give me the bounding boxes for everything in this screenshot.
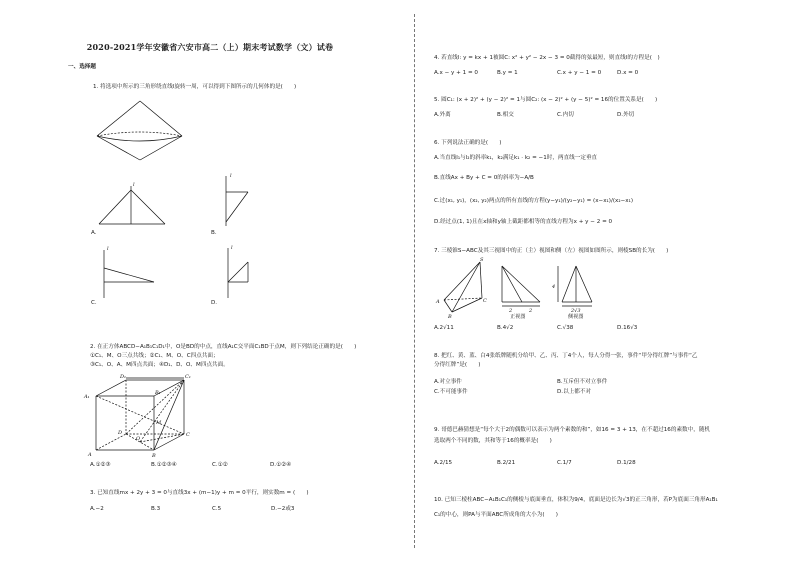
q2-label-b: B (152, 453, 156, 459)
q5-option-b[interactable]: B.相交 (497, 112, 514, 118)
q4-option-a[interactable]: A.x − y + 1 = 0 (434, 70, 478, 76)
q7-front-view-caption: 正视图 (510, 314, 526, 320)
q1-axis-label-c: l (107, 246, 109, 252)
section-heading: 一、选择题 (68, 64, 96, 70)
q6-option-b[interactable]: B.直线Ax + By + C = 0的斜率为−A/B (434, 175, 534, 181)
q2-label-c: C (186, 432, 190, 438)
q2-label-o: O (136, 436, 141, 442)
q7-pyramid-figure (436, 257, 500, 320)
q1-axis-label-d: l (231, 245, 233, 251)
q6-option-d[interactable]: D.经过点(1, 1)且在x轴和y轴上截距都相等的直线方程为x + y − 2 = 0 (434, 219, 613, 225)
q3-option-d[interactable]: D.−2或3 (271, 506, 295, 512)
q7-label-front-2a: 2 (509, 308, 513, 314)
exam-title: 2020-2021学年安徽省六安市高二（上）期末考试数学（文）试卷 (86, 42, 334, 52)
q2-option-d[interactable]: D.①②④ (270, 462, 292, 468)
q7-option-d[interactable]: D.16√3 (617, 325, 638, 331)
q10-stem-line1: 10. 已知三棱柱ABC−A₁B₁C₁的侧棱与底面垂直，体积为9/4，底面是边长为√3的正三角形，若P为底面三角形A₁B₁ (434, 497, 718, 503)
q7-option-c[interactable]: C.√38 (557, 325, 574, 331)
q2-option-b[interactable]: B.①②③④ (151, 462, 177, 468)
q3-option-a[interactable]: A.−2 (90, 506, 104, 512)
q1-solid-figure (96, 100, 186, 162)
q8-option-c[interactable]: C.不可能事件 (434, 389, 468, 395)
q7-label-a: A (436, 299, 440, 305)
q6-option-a[interactable]: A.当直线l₁与l₂的斜率k₁，k₂满足k₁ · k₂ = −1时，两直线一定垂直 (434, 155, 598, 161)
q4-option-d[interactable]: D.x = 0 (617, 70, 639, 76)
q1-option-b-figure (218, 172, 258, 228)
q2-option-c[interactable]: C.①② (212, 462, 228, 468)
q7-option-a[interactable]: A.2√11 (434, 325, 454, 331)
q7-front-view (496, 264, 546, 320)
q5-option-a[interactable]: A.外离 (434, 112, 451, 118)
q4-option-c[interactable]: C.x + y − 1 = 0 (557, 70, 602, 76)
q1-option-a-figure (97, 180, 167, 226)
q1-option-a[interactable]: A. (91, 230, 97, 236)
q7-stem: 7. 三棱锥S−ABC及其三视图中的正（主）视图和侧（左）视图如图所示，则棱SB的长为( ) (434, 248, 669, 254)
q9-option-b[interactable]: B.2/21 (497, 460, 516, 466)
q3-stem: 3. 已知直线mx + 2y + 3 = 0与直线3x + (m−1)y + m = 0平行，则实数m = ( ) (90, 490, 309, 496)
q1-option-d-figure (220, 244, 260, 300)
q2-label-a: A (88, 452, 92, 458)
q1-option-d[interactable]: D. (211, 300, 218, 306)
q8-option-d[interactable]: D.以上都不对 (557, 389, 592, 395)
q7-side-view (552, 264, 606, 320)
q7-label-b: B (448, 314, 452, 320)
q9-stem-line1: 9. 哥德巴赫猜想是“每个大于2的偶数可以表示为两个素数的和”，如16 = 3 + 13，在不超过16的素数中，随机 (434, 427, 711, 433)
q9-option-c[interactable]: C.1/7 (557, 460, 572, 466)
q5-option-d[interactable]: D.外切 (617, 112, 635, 118)
q2-label-d: D (118, 430, 123, 436)
q2-stem: 2. 在正方体ABCD−A₁B₁C₁D₁中，O是BD的中点，直线A₁C交平面C₁BD于点M，则下列结论正确的是( ) (90, 344, 357, 350)
q9-stem-line2: 选取两个不同的数，其和等于16的概率是( ) (434, 438, 552, 444)
q10-stem-line2: C₁的中心，则PA与平面ABC所成角的大小为( ) (434, 512, 558, 518)
q7-option-b[interactable]: B.4√2 (497, 325, 514, 331)
q5-option-c[interactable]: C.内切 (557, 112, 574, 118)
q2-option-a[interactable]: A.①②③ (90, 462, 111, 468)
column-divider (414, 14, 415, 548)
q1-option-b[interactable]: B. (211, 230, 217, 236)
q2-statement-3-4: ③C₁、O、A、M四点共面；④D₁、D、O、M四点共面。 (90, 362, 229, 368)
q7-label-height: 4 (552, 284, 556, 290)
q4-stem: 4. 若直线l: y = kx + 1被圆C: x² + y² − 2x − 3 = 0截得的弦最短，则直线l的方程是( ) (434, 55, 660, 61)
q4-option-b[interactable]: B.y = 1 (497, 70, 518, 76)
q8-option-a[interactable]: A.对立事件 (434, 379, 462, 385)
q7-label-s: S (480, 257, 484, 263)
q2-label-b1: B₁ (155, 390, 161, 396)
q8-stem-line2: 分得红牌”是( ) (434, 362, 481, 368)
q5-stem: 5. 圆C₁: (x + 2)² + (y − 2)² = 1与圆C₂: (x − 2)² + (y − 5)² = 16的位置关系是( ) (434, 97, 658, 103)
q7-label-side-width: 2√3 (571, 308, 581, 314)
q3-option-c[interactable]: C.5 (212, 506, 222, 512)
q1-stem: 1. 将选项中所示的三角形绕直线l旋转一周，可以得到下图所示的几何体的是( ) (93, 84, 297, 90)
q2-label-a1: A₁ (84, 394, 90, 400)
q1-axis-label-b: l (230, 173, 232, 179)
q2-cube-figure (84, 372, 202, 459)
q8-stem-line1: 8. 把红、黄、蓝、白4张纸牌随机分给甲、乙、丙、丁4个人，每人分得一张，事件“甲分得红牌”与事件“乙 (434, 353, 698, 359)
q7-label-c: C (483, 298, 487, 304)
q1-option-c[interactable]: C. (91, 300, 97, 306)
q2-statement-1-2: ①C₁、M、O三点共线；②C₁、M、O、C四点共面； (90, 353, 219, 359)
q9-option-a[interactable]: A.2/15 (434, 460, 453, 466)
q1-axis-label-a: l (133, 182, 135, 188)
q6-stem: 6. 下列说法正确的是( ) (434, 140, 502, 146)
q8-option-b[interactable]: B.互斥但不对立事件 (557, 379, 608, 385)
q9-option-d[interactable]: D.1/28 (617, 460, 636, 466)
q2-label-m: M (156, 420, 162, 426)
q1-option-c-figure (98, 244, 162, 300)
q7-label-front-2b: 2 (529, 308, 533, 314)
q7-side-view-caption: 侧视图 (568, 314, 584, 320)
q2-label-d1: D₁ (120, 374, 127, 380)
q3-option-b[interactable]: B.3 (151, 506, 161, 512)
q2-label-c1: C₁ (185, 374, 191, 380)
q6-option-c[interactable]: C.过(x₁, y₁)，(x₂, y₂)两点的所有直线的方程(y−y₁)/(y₂−y₁) = (x−x₁)/(x₂−x₁) (434, 198, 634, 204)
